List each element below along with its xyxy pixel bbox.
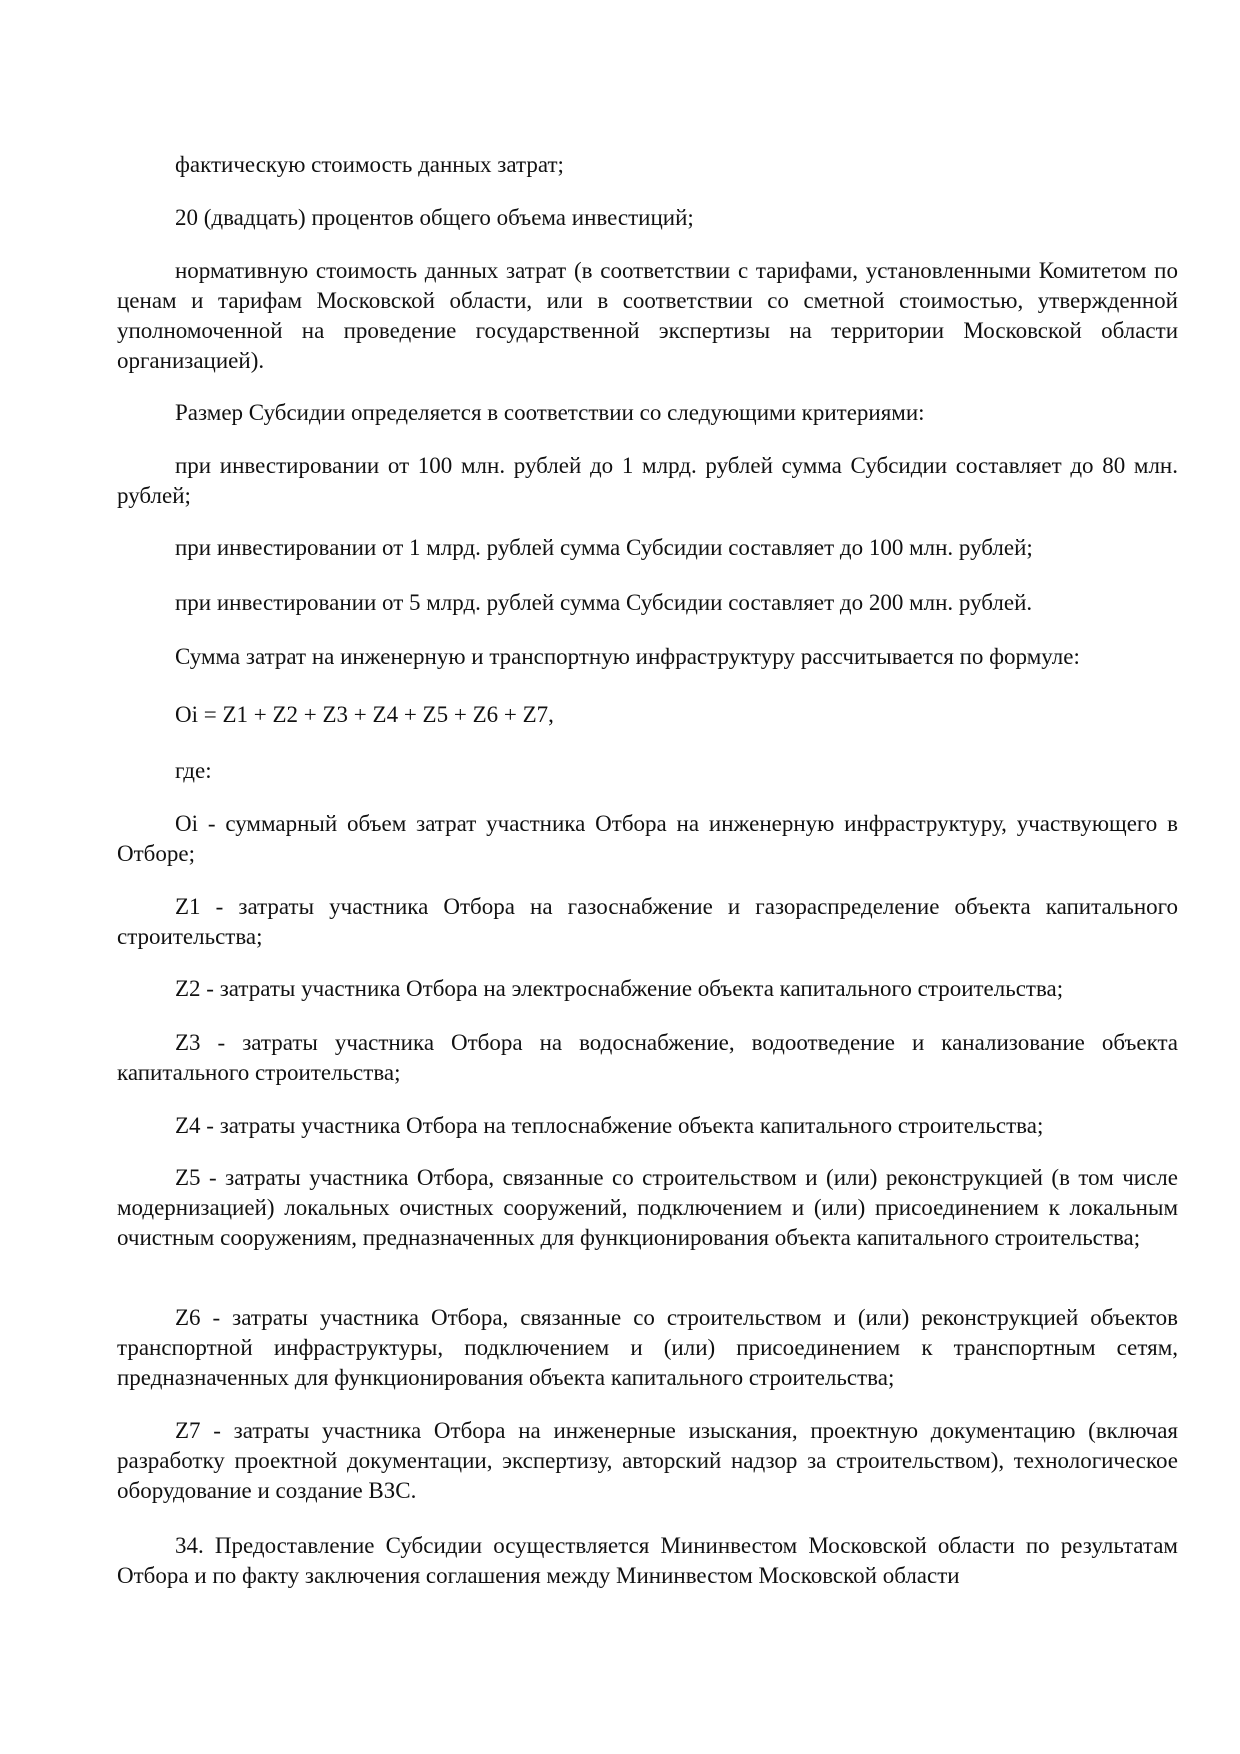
paragraph: Z7 - затраты участника Отбора на инженерные изыскания, проектную документацию (включая разработку проектной документации, экспертизу, авторский надзор за строительством), технологическое оборудование и создание ВЗС. (117, 1418, 1178, 1503)
paragraph: Z3 - затраты участника Отбора на водоснабжение, водоотведение и канализование объекта капитального строительства; (117, 1030, 1178, 1085)
paragraph: при инвестировании от 5 млрд. рублей сумма Субсидии составляет до 200 млн. рублей. (175, 590, 1033, 615)
paragraph: Сумма затрат на инженерную и транспортную инфраструктуру рассчитывается по формуле: (175, 644, 1080, 669)
paragraph: при инвестировании от 1 млрд. рублей сумма Субсидии составляет до 100 млн. рублей; (175, 535, 1033, 560)
paragraph: где: (175, 758, 212, 783)
formula: Oi = Z1 + Z2 + Z3 + Z4 + Z5 + Z6 + Z7, (175, 702, 554, 727)
paragraph: Z6 - затраты участника Отбора, связанные со строительством и (или) реконструкцией объектов транспортной инфраструктуры, подключением и (или) присоединением к транспортным сетям, предназначенных для функционирования объекта капитального строительства; (117, 1305, 1178, 1390)
paragraph: Z1 - затраты участника Отбора на газоснабжение и газораспределение объекта капитального строительства; (117, 894, 1178, 949)
paragraph: нормативную стоимость данных затрат (в соответствии с тарифами, установленными Комитетом по ценам и тарифам Московской области, или в соответствии со сметной стоимостью, утвержденной уполномоченной на проведение государственной экспертизы на территории Московской области организацией). (117, 258, 1178, 373)
paragraph: Z2 - затраты участника Отбора на электроснабжение объекта капитального строительства; (175, 976, 1064, 1001)
paragraph: при инвестировании от 100 млн. рублей до 1 млрд. рублей сумма Субсидии составляет до 80 млн. рублей; (117, 453, 1178, 508)
paragraph: Oi - суммарный объем затрат участника Отбора на инженерную инфраструктуру, участвующего в Отборе; (117, 811, 1178, 866)
paragraph: 20 (двадцать) процентов общего объема инвестиций; (175, 205, 694, 230)
paragraph: фактическую стоимость данных затрат; (175, 152, 564, 177)
paragraph: 34. Предоставление Субсидии осуществляется Мининвестом Московской области по результатам Отбора и по факту заключения соглашения между Мининвестом Московской области (117, 1533, 1178, 1588)
paragraph: Z5 - затраты участника Отбора, связанные со строительством и (или) реконструкцией (в том числе модернизацией) локальных очистных сооружений, подключением и (или) присоединением к локальным очистным сооружениям, предназначенных для функционирования объекта капитального строительства; (117, 1165, 1178, 1250)
paragraph: Z4 - затраты участника Отбора на теплоснабжение объекта капитального строительства; (175, 1113, 1044, 1138)
paragraph: Размер Субсидии определяется в соответствии со следующими критериями: (175, 400, 925, 425)
